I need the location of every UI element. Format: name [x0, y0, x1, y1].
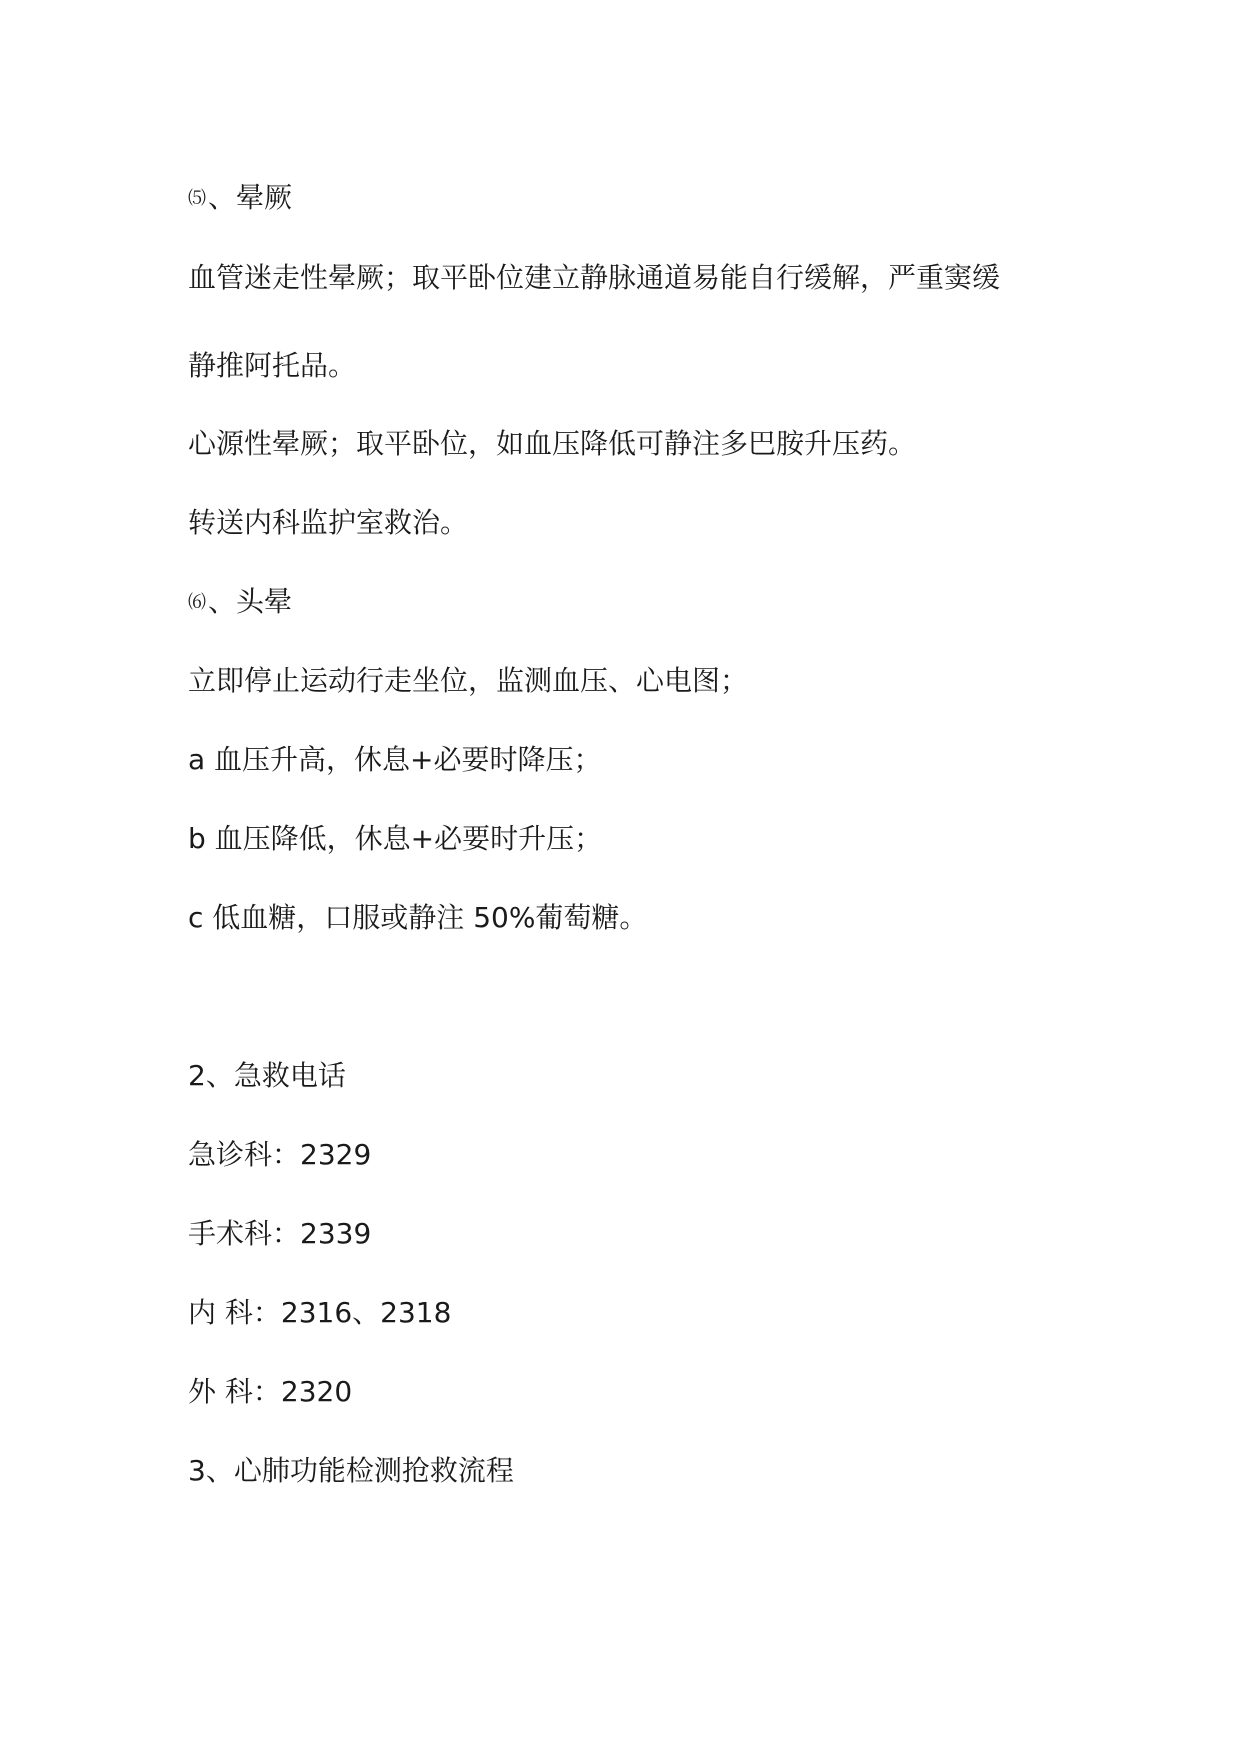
phones-heading: 2、急救电话 [188, 1059, 346, 1092]
syncope-line-1: 血管迷走性晕厥；取平卧位建立静脉通道易能自行缓解，严重窦缓 [188, 261, 1001, 294]
phone-internal-medicine: 内 科：2316、2318 [188, 1296, 452, 1329]
syncope-title: 、晕厥 [208, 181, 293, 214]
dizziness-line-2: a 血压升高，休息+必要时降压； [188, 743, 602, 776]
next-section-heading: 3、心肺功能检测抢救流程 [188, 1454, 514, 1487]
phone-general-surgery: 外 科：2320 [188, 1375, 353, 1408]
dizziness-line-4: c 低血糖，口服或静注 50%葡萄糖。 [188, 901, 648, 934]
syncope-line-2: 静推阿托品。 [188, 349, 357, 382]
syncope-marker: ⑸ [188, 188, 206, 209]
syncope-heading [188, 178, 292, 219]
syncope-line-3: 心源性晕厥；取平卧位，如血压降低可静注多巴胺升压药。 [188, 427, 917, 460]
dizziness-marker: ⑹ [188, 592, 206, 613]
phone-surgery: 手术科：2339 [188, 1217, 372, 1250]
dizziness-title: 、头晕 [208, 585, 293, 618]
phone-emergency: 急诊科：2329 [188, 1138, 372, 1171]
dizziness-line-3: b 血压降低，休息+必要时升压； [188, 822, 603, 855]
syncope-line-4: 转送内科监护室救治。 [188, 506, 469, 539]
dizziness-line-1: 立即停止运动行走坐位，监测血压、心电图； [188, 664, 749, 697]
dizziness-heading [188, 582, 292, 623]
